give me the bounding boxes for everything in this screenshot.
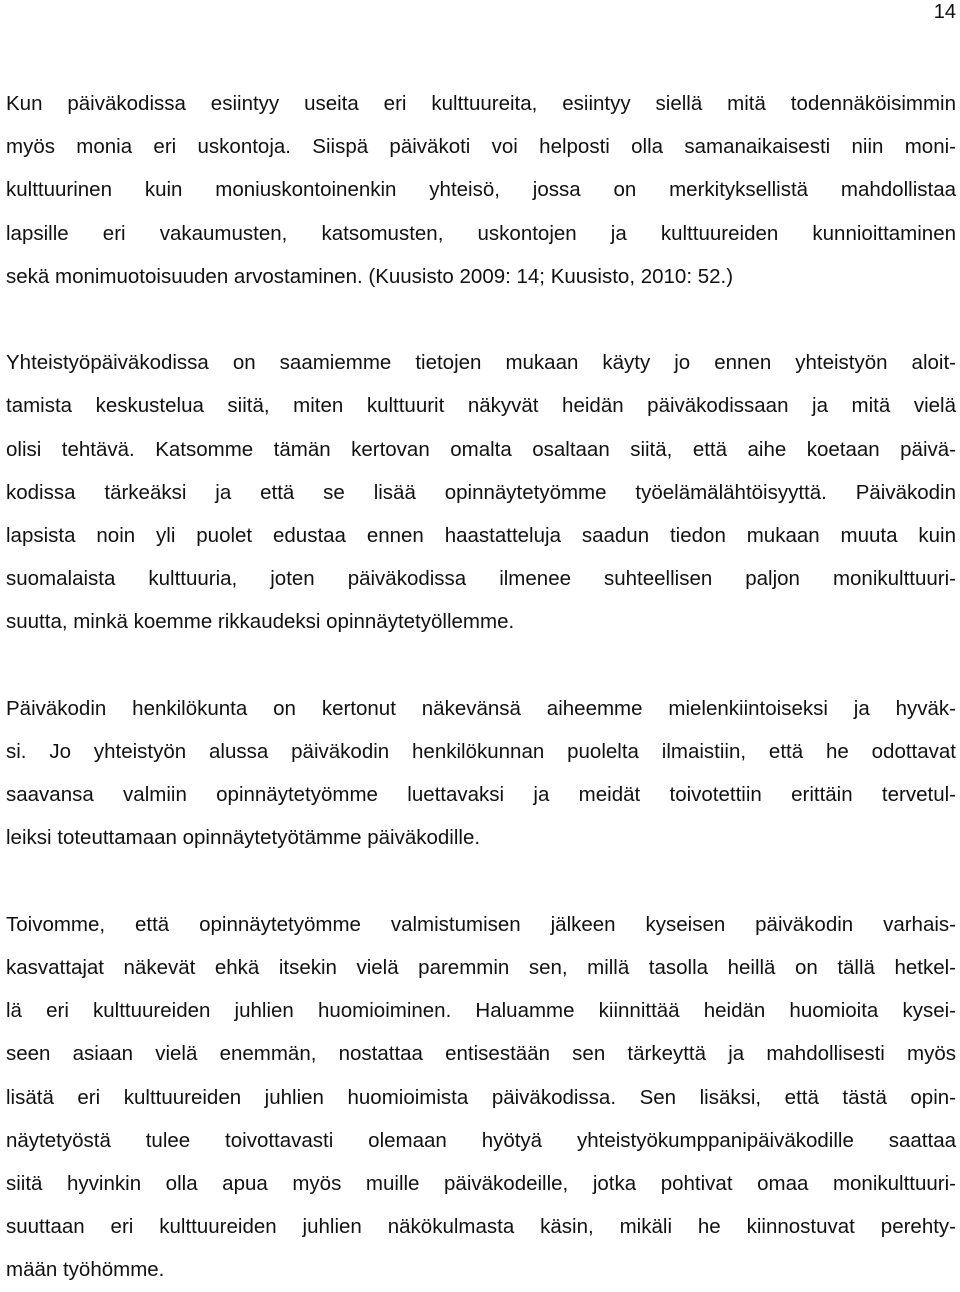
page-number: 14 — [933, 1, 956, 23]
text-line: näytetyöstä tulee toivottavasti olemaan hyötyä yhteistyökumppanipäiväkodille saattaa — [6, 1128, 956, 1152]
text-line: myös monia eri uskontoja. Siispä päiväkoti voi helposti olla samanaikaisesti niin moni- — [6, 135, 956, 159]
text-line: olisi tehtävä. Katsomme tämän kertovan omalta osaltaan siitä, että aihe koetaan päivä- — [6, 437, 956, 461]
text-line: Yhteistyöpäiväkodissa on saamiemme tietojen mukaan käyty jo ennen yhteistyön aloit- — [6, 351, 956, 375]
text-line: si. Jo yhteistyön alussa päiväkodin henkilökunnan puolelta ilmaistiin, että he odottavat — [6, 740, 956, 764]
paragraph-1 — [6, 82, 956, 298]
paragraph-3 — [6, 687, 956, 860]
text-line: sekä monimuotoisuuden arvostaminen. (Kuusisto 2009: 14; Kuusisto, 2010: 52.) — [6, 264, 734, 288]
paragraph-2 — [6, 341, 956, 643]
paragraph-spacer — [6, 644, 956, 687]
text-line: lapsille eri vakaumusten, katsomusten, uskontojen ja kulttuureiden kunnioittaminen — [6, 221, 956, 245]
text-line: suomalaista kulttuuria, joten päiväkodissa ilmenee suhteellisen paljon monikulttuuri- — [6, 567, 956, 591]
text-line: suuttaan eri kulttuureiden juhlien näkökulmasta käsin, mikäli he kiinnostuvat perehty- — [6, 1215, 956, 1239]
text-line: Toivomme, että opinnäytetyömme valmistumisen jälkeen kyseisen päiväkodin varhais- — [6, 912, 956, 936]
paragraph-spacer — [6, 298, 956, 341]
text-line: lapsista noin yli puolet edustaa ennen haastatteluja saadun tiedon mukaan muuta kuin — [6, 524, 956, 548]
text-line: kasvattajat näkevät ehkä itsekin vielä paremmin sen, millä tasolla heillä on tällä hetkel- — [6, 956, 956, 980]
text-line: Kun päiväkodissa esiintyy useita eri kulttuureita, esiintyy siellä mitä todennäköisimmin — [6, 92, 956, 115]
text-line: lisätä eri kulttuureiden juhlien huomioimista päiväkodissa. Sen lisäksi, että tästä opin- — [6, 1085, 956, 1109]
text-line: lä eri kulttuureiden juhlien huomioiminen. Haluamme kiinnittää heidän huomioita kysei- — [6, 999, 956, 1023]
text-line: saavansa valmiin opinnäytetyömme luettavaksi ja meidät toivotettiin erittäin tervetul- — [6, 783, 956, 807]
text-line: kodissa tärkeäksi ja että se lisää opinnäytetyömme työelämälähtöisyyttä. Päiväkodin — [6, 480, 956, 504]
text-line: tamista keskustelua siitä, miten kulttuurit näkyvät heidän päiväkodissaan ja mitä vielä — [6, 394, 956, 418]
text-line: siitä hyvinkin olla apua myös muille päiväkodeille, jotka pohtivat omaa monikulttuuri- — [6, 1172, 956, 1196]
text-line: mään työhömme. — [6, 1258, 165, 1282]
text-line: kulttuurinen kuin moniuskontoinenkin yhteisö, jossa on merkityksellistä mahdollistaa — [6, 178, 956, 202]
text-line: suutta, minkä koemme rikkaudeksi opinnäytetyöllemme. — [6, 610, 515, 634]
text-line: Päiväkodin henkilökunta on kertonut näkevänsä aiheemme mielenkiintoiseksi ja hyväk- — [6, 696, 956, 720]
text-line: seen asiaan vielä enemmän, nostattaa entisestään sen tärkeyttä ja mahdollisesti myös — [6, 1042, 956, 1066]
text-line: leiksi toteuttamaan opinnäytetyötämme päiväkodille. — [6, 826, 481, 850]
paragraph-4 — [6, 903, 956, 1292]
paragraph-spacer — [6, 860, 956, 903]
document-body — [6, 82, 956, 1292]
